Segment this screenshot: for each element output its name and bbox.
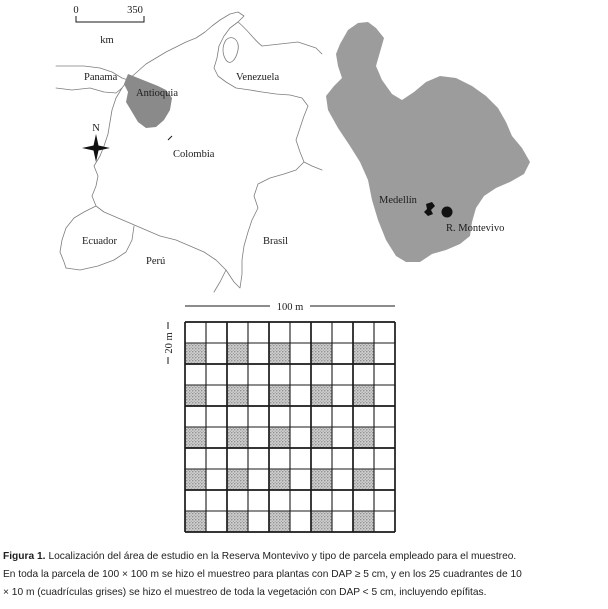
figure-caption: [3, 548, 605, 602]
antioquia-region: [124, 74, 172, 128]
label-venezuela: Venezuela: [236, 72, 280, 83]
grid-cell: [248, 490, 269, 511]
ecuador-peru-border: [66, 226, 134, 270]
shaded-subplot-cell: [185, 343, 206, 364]
grid-cell: [248, 322, 269, 343]
grid-cell: [311, 406, 332, 427]
shaded-subplot-cell: [353, 469, 374, 490]
grid-cell: [353, 406, 374, 427]
grid-cell: [185, 322, 206, 343]
caption-line-1: [3, 548, 605, 566]
grid-cell: [269, 406, 290, 427]
label-antioquia: Antioquia: [136, 88, 178, 99]
colombia-map: [56, 5, 322, 292]
scale-min-label: 0: [73, 5, 79, 16]
grid-cell: [374, 469, 395, 490]
grid-cell: [206, 343, 227, 364]
scale-bar: [73, 5, 144, 46]
shaded-subplot-cell: [353, 385, 374, 406]
grid-cell: [227, 448, 248, 469]
label-panama: Panama: [84, 72, 118, 83]
grid-cell: [248, 511, 269, 532]
grid-cell: [374, 364, 395, 385]
grid-cell: [227, 322, 248, 343]
shaded-subplot-cell: [269, 343, 290, 364]
grid-cell: [353, 364, 374, 385]
grid-cell: [332, 364, 353, 385]
grid-cell: [206, 427, 227, 448]
label-ecuador: Ecuador: [82, 236, 117, 247]
shaded-subplot-cell: [311, 343, 332, 364]
grid-cell: [248, 343, 269, 364]
grid-cell: [374, 490, 395, 511]
reserve-location-dot: [442, 207, 453, 218]
north-arrow: [82, 123, 110, 162]
grid-cell: [185, 490, 206, 511]
caption-label: Figura 1.: [3, 551, 46, 562]
grid-cell: [290, 490, 311, 511]
grid-cell: [353, 490, 374, 511]
maracaibo-lake: [223, 38, 238, 63]
grid-cell: [332, 322, 353, 343]
grid-cell: [206, 385, 227, 406]
grid-cell: [248, 385, 269, 406]
north-label: N: [92, 123, 100, 134]
grid-cell: [290, 385, 311, 406]
label-colombia: Colombia: [173, 149, 215, 160]
caption-text-1: Localización del área de estudio en la Reserva Montevivo y tipo de parcela empleado para el muestreo.: [48, 551, 517, 562]
scale-unit-label: km: [100, 35, 114, 46]
grid-cell: [290, 511, 311, 532]
shaded-subplot-cell: [311, 385, 332, 406]
medellin-marker: [168, 136, 172, 140]
grid-cell: [311, 448, 332, 469]
label-reserve: R. Montevivo: [446, 223, 505, 234]
grid-cell: [374, 448, 395, 469]
grid-cell: [206, 469, 227, 490]
shaded-subplot-cell: [311, 427, 332, 448]
shaded-subplot-cell: [353, 511, 374, 532]
grid-cell: [374, 322, 395, 343]
grid-cell: [332, 448, 353, 469]
grid-cell: [206, 490, 227, 511]
grid-cell: [290, 448, 311, 469]
grid-cell: [185, 364, 206, 385]
shaded-subplot-cell: [269, 385, 290, 406]
grid-cell: [248, 364, 269, 385]
shaded-subplot-cell: [185, 385, 206, 406]
grid-cell: [248, 469, 269, 490]
caption-line-2: En toda la parcela de 100 × 100 m se hizo el muestreo para plantas con DAP ≥ 5 cm, y en los 25 cuadrantes de 10: [3, 569, 522, 580]
grid-cell: [248, 448, 269, 469]
grid-cell: [185, 406, 206, 427]
shaded-subplot-cell: [353, 427, 374, 448]
grid-cell: [290, 406, 311, 427]
venezuela-brazil-border: [304, 162, 322, 170]
grid-cell: [290, 427, 311, 448]
grid-cell: [374, 343, 395, 364]
grid-cell: [374, 511, 395, 532]
grid-cell: [206, 511, 227, 532]
grid-cell: [332, 406, 353, 427]
caption-line-3: × 10 m (cuadrículas grises) se hizo el muestreo de toda la vegetación con DAP < 5 cm, incluyendo epífitas.: [3, 587, 487, 598]
grid-cell: [353, 448, 374, 469]
shaded-subplot-cell: [185, 469, 206, 490]
scale-max-label: 350: [127, 5, 143, 16]
shaded-subplot-cell: [227, 427, 248, 448]
antioquia-map: [326, 22, 530, 262]
shaded-subplot-cell: [227, 469, 248, 490]
venezuela-coast: [238, 22, 322, 54]
grid-cell: [311, 322, 332, 343]
grid-cell: [374, 427, 395, 448]
grid-cell: [353, 322, 374, 343]
grid-cell: [290, 343, 311, 364]
scale-bar-line: [76, 16, 144, 22]
grid-cell: [290, 469, 311, 490]
grid-cell: [311, 364, 332, 385]
grid-cell: [206, 364, 227, 385]
grid-cell: [248, 427, 269, 448]
grid-cell: [269, 448, 290, 469]
grid-cell: [332, 469, 353, 490]
grid-cell: [332, 490, 353, 511]
shaded-subplot-cell: [227, 511, 248, 532]
grid-cell: [269, 364, 290, 385]
peru-brazil-border: [214, 270, 226, 292]
label-peru: Perú: [146, 256, 166, 267]
side-dimension-label: 100 m: [276, 302, 304, 313]
grid-cell: [185, 448, 206, 469]
grid-cell: [227, 406, 248, 427]
grid-cell: [206, 406, 227, 427]
grid-cell: [311, 490, 332, 511]
plot-diagram: [164, 302, 395, 532]
panama-south-coast: [56, 88, 122, 93]
shaded-subplot-cell: [269, 427, 290, 448]
quadrant-dimension-label: 20 m: [164, 332, 175, 354]
compass-star-icon: [82, 134, 110, 162]
shaded-subplot-cell: [311, 511, 332, 532]
grid-cell: [227, 490, 248, 511]
shaded-subplot-cell: [185, 511, 206, 532]
shaded-subplot-cell: [227, 385, 248, 406]
shaded-subplot-cell: [269, 511, 290, 532]
grid-cell: [332, 343, 353, 364]
grid-cell: [206, 322, 227, 343]
grid-cell: [374, 385, 395, 406]
label-brasil: Brasil: [263, 236, 289, 247]
grid-cell: [290, 364, 311, 385]
shaded-subplot-cell: [311, 469, 332, 490]
grid-cell: [269, 490, 290, 511]
grid-cell: [269, 322, 290, 343]
shaded-subplot-cell: [269, 469, 290, 490]
grid-cell: [332, 511, 353, 532]
label-medellin: Medellín: [379, 195, 417, 206]
shaded-subplot-cell: [227, 343, 248, 364]
grid-cell: [248, 406, 269, 427]
grid-cell: [227, 364, 248, 385]
shaded-subplot-cell: [353, 343, 374, 364]
grid-cell: [206, 448, 227, 469]
grid-cell: [332, 427, 353, 448]
grid-cell: [290, 322, 311, 343]
shaded-subplot-cell: [185, 427, 206, 448]
grid-cell: [332, 385, 353, 406]
grid-cell: [374, 406, 395, 427]
